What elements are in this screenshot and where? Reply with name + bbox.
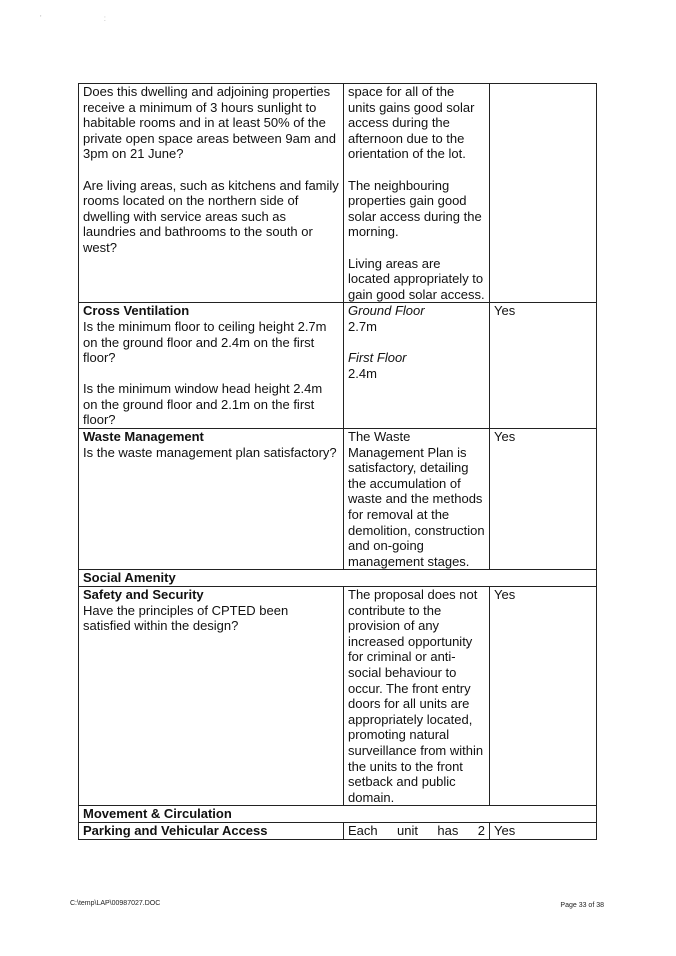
section-row-social-amenity <box>79 570 597 587</box>
floor-value: 2.4m <box>348 365 377 381</box>
comment-text: The neighbouring properties gain good solar access during the morning. <box>348 177 482 240</box>
row-heading: Waste Management <box>83 429 204 445</box>
table-row-safety-security <box>79 587 597 806</box>
section-heading: Social Amenity <box>79 570 597 587</box>
comment-text: Living areas are located appropriately to gain good solar access. <box>348 255 485 302</box>
comment-cell: The proposal does not contribute to the provision of any increased opportunity for criminal or anti-social behaviour to occur. The front entry doors for all units are appropriately located, promoting natural surveillance from within the units to the front setback and public domain. <box>344 587 490 806</box>
footer-page-number: Page 33 of 38 <box>560 902 604 909</box>
row-heading: Parking and Vehicular Access <box>79 822 344 839</box>
row-heading: Safety and Security <box>83 587 204 602</box>
assessment-table <box>78 83 597 840</box>
floor-value: 2.7m <box>348 318 377 334</box>
criteria-cell <box>79 429 344 570</box>
question-text: Does this dwelling and adjoining properties receive a minimum of 3 hours sunlight to habitable rooms and in at least 50% of the private open space areas between 9am and 3pm on 21 June? <box>83 84 336 162</box>
compliance-cell: Yes <box>490 303 597 429</box>
question-text: Is the minimum window head height 2.4m on the ground floor and 2.1m on the first floor? <box>83 381 323 428</box>
question-text: Is the waste management plan satisfactory? <box>83 444 337 460</box>
criteria-cell <box>79 84 344 303</box>
comment-cell <box>344 303 490 429</box>
question-text: Have the principles of CPTED been satisfied within the design? <box>83 602 289 634</box>
row-heading: Cross Ventilation <box>83 303 190 319</box>
criteria-cell <box>79 303 344 429</box>
floor-label: Ground Floor <box>348 303 425 319</box>
compliance-cell: Yes <box>490 822 597 839</box>
compliance-cell: Yes <box>490 587 597 806</box>
floor-label: First Floor <box>348 350 407 366</box>
comment-text: space for all of the units gains good solar access during the afternoon due to the orientation of the lot. <box>348 84 475 162</box>
table-row-solar-access <box>79 84 597 303</box>
table-row-parking <box>79 822 597 839</box>
comment-word: has <box>437 822 459 838</box>
criteria-cell <box>79 587 344 806</box>
section-row-movement-circulation <box>79 806 597 823</box>
comment-word: unit <box>397 822 418 838</box>
comment-cell <box>344 84 490 303</box>
section-heading: Movement & Circulation <box>79 806 597 823</box>
table-row-cross-ventilation <box>79 303 597 429</box>
compliance-cell <box>490 84 597 303</box>
comment-cell: The Waste Management Plan is satisfactory, detailing the accumulation of waste and the methods for removal at the demolition, construction and on-going management stages. <box>344 429 490 570</box>
comment-word: Each <box>348 822 378 838</box>
question-text: Are living areas, such as kitchens and family rooms located on the northern side of dwelling with service areas such as laundries and bathrooms to the south or west? <box>83 177 339 255</box>
table-row-waste-management <box>79 429 597 570</box>
comment-word: 2 <box>477 822 485 838</box>
comment-cell <box>344 822 490 839</box>
question-text: Is the minimum floor to ceiling height 2.7m on the ground floor and 2.4m on the first floor? <box>83 318 327 366</box>
footer-file-path: C:\temp\LAP\00987027.DOC <box>70 900 161 907</box>
compliance-cell: Yes <box>490 429 597 570</box>
page-corner-mark: ' : <box>40 14 136 23</box>
